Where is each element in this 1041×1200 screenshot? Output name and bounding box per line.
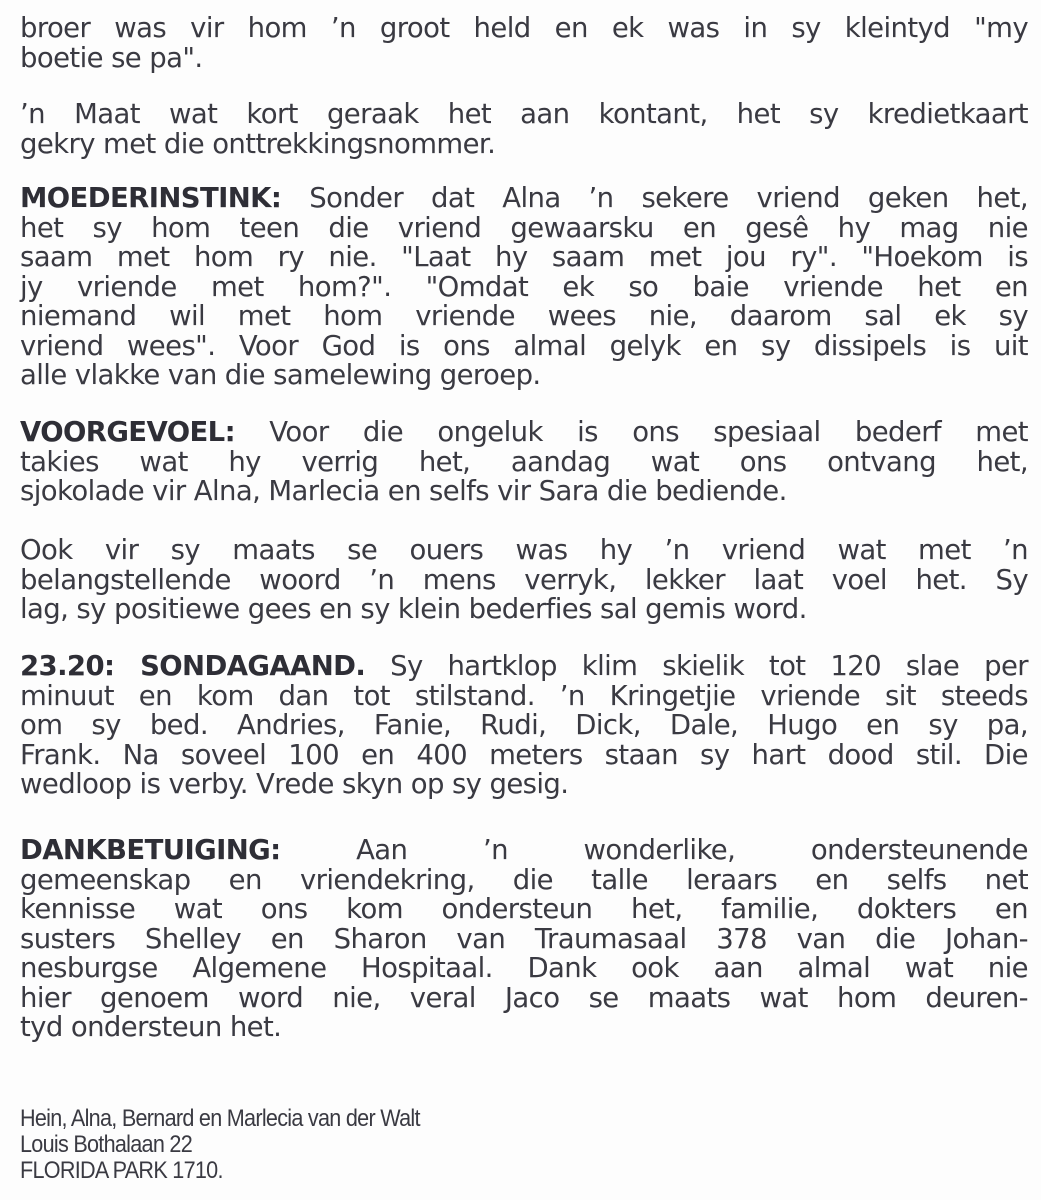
- text-line: om sy bed. Andries, Fanie, Rudi, Dick, Dale, Hugo en sy pa,: [20, 709, 1028, 741]
- text-line: lag, sy positiewe gees en sy klein bederfies sal gemis word.: [20, 593, 807, 625]
- paragraph-voorgevoel: [20, 418, 1028, 507]
- paragraph-dankbetuiging: [20, 836, 1028, 1043]
- text-line: gekry met die onttrekkingsnommer.: [20, 127, 496, 160]
- paragraph-friends-parents: [20, 536, 1028, 625]
- text-line: niemand wil met hom vriende wees nie, daarom sal ek sy: [20, 300, 1028, 332]
- signature-city: FLORIDA PARK 1710.: [20, 1157, 223, 1184]
- text-line: 23.20: SONDAGAAND. Sy hartklop klim skielik tot 120 slae per: [20, 650, 1028, 682]
- text-line: het sy hom teen die vriend gewaarsku en gesê hy mag nie: [20, 211, 1028, 244]
- signature-names: Hein, Alna, Bernard en Marlecia van der Walt: [20, 1105, 420, 1132]
- section-heading: DANKBETUIGING:: [20, 834, 281, 866]
- text-line: ’n Maat wat kort geraak het aan kontant, het sy kredietkaart: [20, 98, 1028, 130]
- text-line: Frank. Na soveel 100 en 400 meters staan sy hart dood stil. Die: [20, 738, 1028, 771]
- paragraph-sondagaand: [20, 652, 1028, 800]
- text-line: DANKBETUIGING: Aan ’n wonderlike, ondersteunende: [20, 834, 1028, 866]
- text-line: jy vriende met hom?". "Omdat ek so baie vriende het en: [20, 270, 1028, 303]
- signature-street: Louis Bothalaan 22: [20, 1131, 192, 1158]
- text-line: broer was vir hom ’n groot held en ek was in sy kleintyd "my: [20, 12, 1028, 44]
- section-heading: VOORGEVOEL:: [20, 416, 235, 448]
- text-line: alle vlakke van die samelewing geroep.: [20, 359, 541, 391]
- text-line: susters Shelley en Sharon van Traumasaal 378 van die Johan-: [20, 922, 1028, 955]
- text-line: boetie se pa".: [20, 41, 203, 74]
- text-line: belangstellende woord ’n mens verryk, lekker laat voel het. Sy: [20, 563, 1028, 596]
- text-line: gemeenskap en vriendekring, die talle leraars en selfs net: [20, 863, 1028, 896]
- text-line: nesburgse Algemene Hospitaal. Dank ook aan almal wat nie: [20, 952, 1028, 984]
- text-line: tyd ondersteun het.: [20, 1011, 282, 1043]
- text-line: MOEDERINSTINK: Sonder dat Alna ’n sekere vriend geken het,: [20, 182, 1028, 214]
- text-line: Ook vir sy maats se ouers was hy ’n vriend wat met ’n: [20, 534, 1028, 566]
- section-heading: MOEDERINSTINK:: [20, 182, 282, 214]
- text-line: takies wat hy verrig het, aandag wat ons ontvang het,: [20, 445, 1028, 478]
- signature-block: [20, 1106, 420, 1184]
- section-heading: 23.20: SONDAGAAND.: [20, 650, 366, 682]
- paragraph-hero-brother: [20, 14, 1028, 73]
- text-line: hier genoem word nie, veral Jaco se maats wat hom deuren-: [20, 981, 1028, 1014]
- text-line: VOORGEVOEL: Voor die ongeluk is ons spesiaal bederf met: [20, 416, 1028, 448]
- text-line: saam met hom ry nie. "Laat hy saam met jou ry". "Hoekom is: [20, 241, 1028, 273]
- text-line: vriend wees". Voor God is ons almal gelyk en sy dissipels is uit: [20, 329, 1028, 362]
- text-line: minuut en kom dan tot stilstand. ’n Kringetjie vriende sit steeds: [20, 679, 1028, 712]
- text-line: kennisse wat ons kom ondersteun het, familie, dokters en: [20, 893, 1028, 925]
- text-line: sjokolade vir Alna, Marlecia en selfs vir Sara die bediende.: [20, 475, 787, 507]
- text-line: wedloop is verby. Vrede skyn op sy gesig.: [20, 768, 569, 800]
- paragraph-credit-card: [20, 100, 1028, 159]
- paragraph-moederinstink: [20, 184, 1028, 391]
